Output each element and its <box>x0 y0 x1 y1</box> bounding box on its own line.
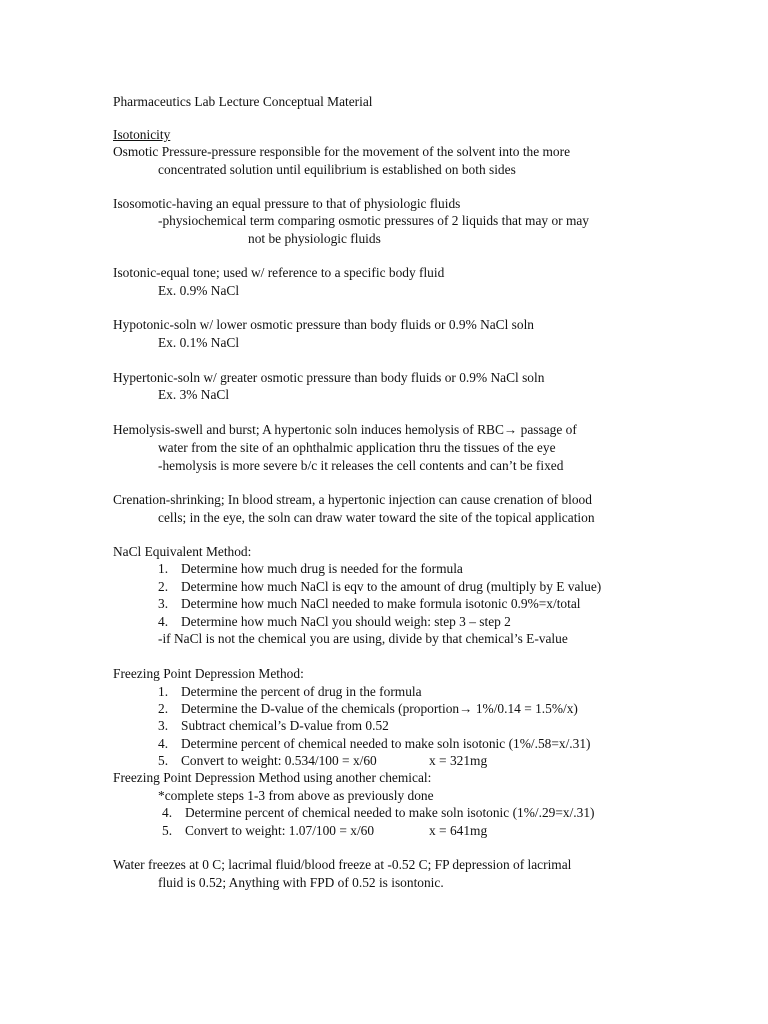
fpd-step-3-text: Subtract chemical’s D-value from 0.52 <box>181 718 389 733</box>
nacl-step-2-text: Determine how much NaCl is eqv to the amount of drug (multiply by E value) <box>181 579 602 594</box>
nacl-method-note: -if NaCl is not the chemical you are using, divide by that chemical’s E-value <box>158 631 568 646</box>
water-line-1: Water freezes at 0 C; lacrimal fluid/blood freeze at -0.52 C; FP depression of lacrimal <box>113 857 572 872</box>
nacl-step-4-text: Determine how much NaCl you should weigh: step 3 – step 2 <box>181 614 511 629</box>
fpd-step-5-result: x = 321mg <box>429 753 488 768</box>
isosmotic-line-3: not be physiologic fluids <box>248 231 381 246</box>
crenation-line-2: cells; in the eye, the soln can draw water toward the site of the topical application <box>158 510 595 525</box>
hemolysis-line-2: water from the site of an ophthalmic application thru the tissues of the eye <box>158 440 556 455</box>
nacl-step-1-text: Determine how much drug is needed for the formula <box>181 561 463 576</box>
isosmotic-line-1: Isosomotic-having an equal pressure to that of physiologic fluids <box>113 196 461 211</box>
water-line-2: fluid is 0.52; Anything with FPD of 0.52 is isontonic. <box>158 875 444 890</box>
section-heading-isotonicity: Isotonicity <box>113 127 171 142</box>
nacl-step-2-number: 2. <box>158 579 169 594</box>
fpd-other-note: *complete steps 1-3 from above as previously done <box>158 788 434 803</box>
document-title: Pharmaceutics Lab Lecture Conceptual Material <box>113 94 373 109</box>
hemolysis-line-3: -hemolysis is more severe b/c it releases the cell contents and can’t be fixed <box>158 458 564 473</box>
fpd-step-4-text: Determine percent of chemical needed to make soln isotonic (1%/.58=x/.31) <box>181 736 591 751</box>
hypotonic-example: Ex. 0.1% NaCl <box>158 335 240 350</box>
fpd-step-3-number: 3. <box>158 718 169 733</box>
osmotic-line-1: Osmotic Pressure-pressure responsible for the movement of the solvent into the more <box>113 144 571 159</box>
crenation-line-1: Crenation-shrinking; In blood stream, a hypertonic injection can cause crenation of blood <box>113 492 592 507</box>
nacl-step-1-number: 1. <box>158 561 169 576</box>
isotonic-line-1: Isotonic-equal tone; used w/ reference to a specific body fluid <box>113 265 445 280</box>
fpd-other-heading: Freezing Point Depression Method using another chemical: <box>113 770 432 785</box>
hypotonic-line-1: Hypotonic-soln w/ lower osmotic pressure than body fluids or 0.9% NaCl soln <box>113 317 535 332</box>
fpd-step-2-text: Determine the D-value of the chemicals (proportion→ 1%/0.14 = 1.5%/x) <box>181 701 578 716</box>
nacl-step-4-number: 4. <box>158 614 169 629</box>
fpd-step-1-number: 1. <box>158 684 169 699</box>
fpd-other-step-5-text: Convert to weight: 1.07/100 = x/60 <box>185 823 375 838</box>
fpd-other-step-4-number: 4. <box>162 805 173 820</box>
fpd-step-2-number: 2. <box>158 701 169 716</box>
fpd-step-5-number: 5. <box>158 753 169 768</box>
hypertonic-example: Ex. 3% NaCl <box>158 387 230 402</box>
fpd-step-1-text: Determine the percent of drug in the formula <box>181 684 422 699</box>
fpd-method-heading: Freezing Point Depression Method: <box>113 666 304 681</box>
fpd-step-5-text: Convert to weight: 0.534/100 = x/60 <box>181 753 377 768</box>
nacl-step-3-number: 3. <box>158 596 169 611</box>
osmotic-line-2: concentrated solution until equilibrium is established on both sides <box>158 162 516 177</box>
isotonic-example: Ex. 0.9% NaCl <box>158 283 240 298</box>
nacl-step-3-text: Determine how much NaCl needed to make formula isotonic 0.9%=x/total <box>181 596 581 611</box>
hemolysis-line-1: Hemolysis-swell and burst; A hypertonic soln induces hemolysis of RBC→ passage of <box>113 422 577 437</box>
hypertonic-line-1: Hypertonic-soln w/ greater osmotic pressure than body fluids or 0.9% NaCl soln <box>113 370 545 385</box>
nacl-method-heading: NaCl Equivalent Method: <box>113 544 252 559</box>
isosmotic-line-2: -physiochemical term comparing osmotic pressures of 2 liquids that may or may <box>158 213 590 228</box>
fpd-other-step-5-result: x = 641mg <box>429 823 488 838</box>
fpd-other-step-5-number: 5. <box>162 823 173 838</box>
fpd-step-4-number: 4. <box>158 736 169 751</box>
fpd-other-step-4-text: Determine percent of chemical needed to make soln isotonic (1%/.29=x/.31) <box>185 805 595 820</box>
